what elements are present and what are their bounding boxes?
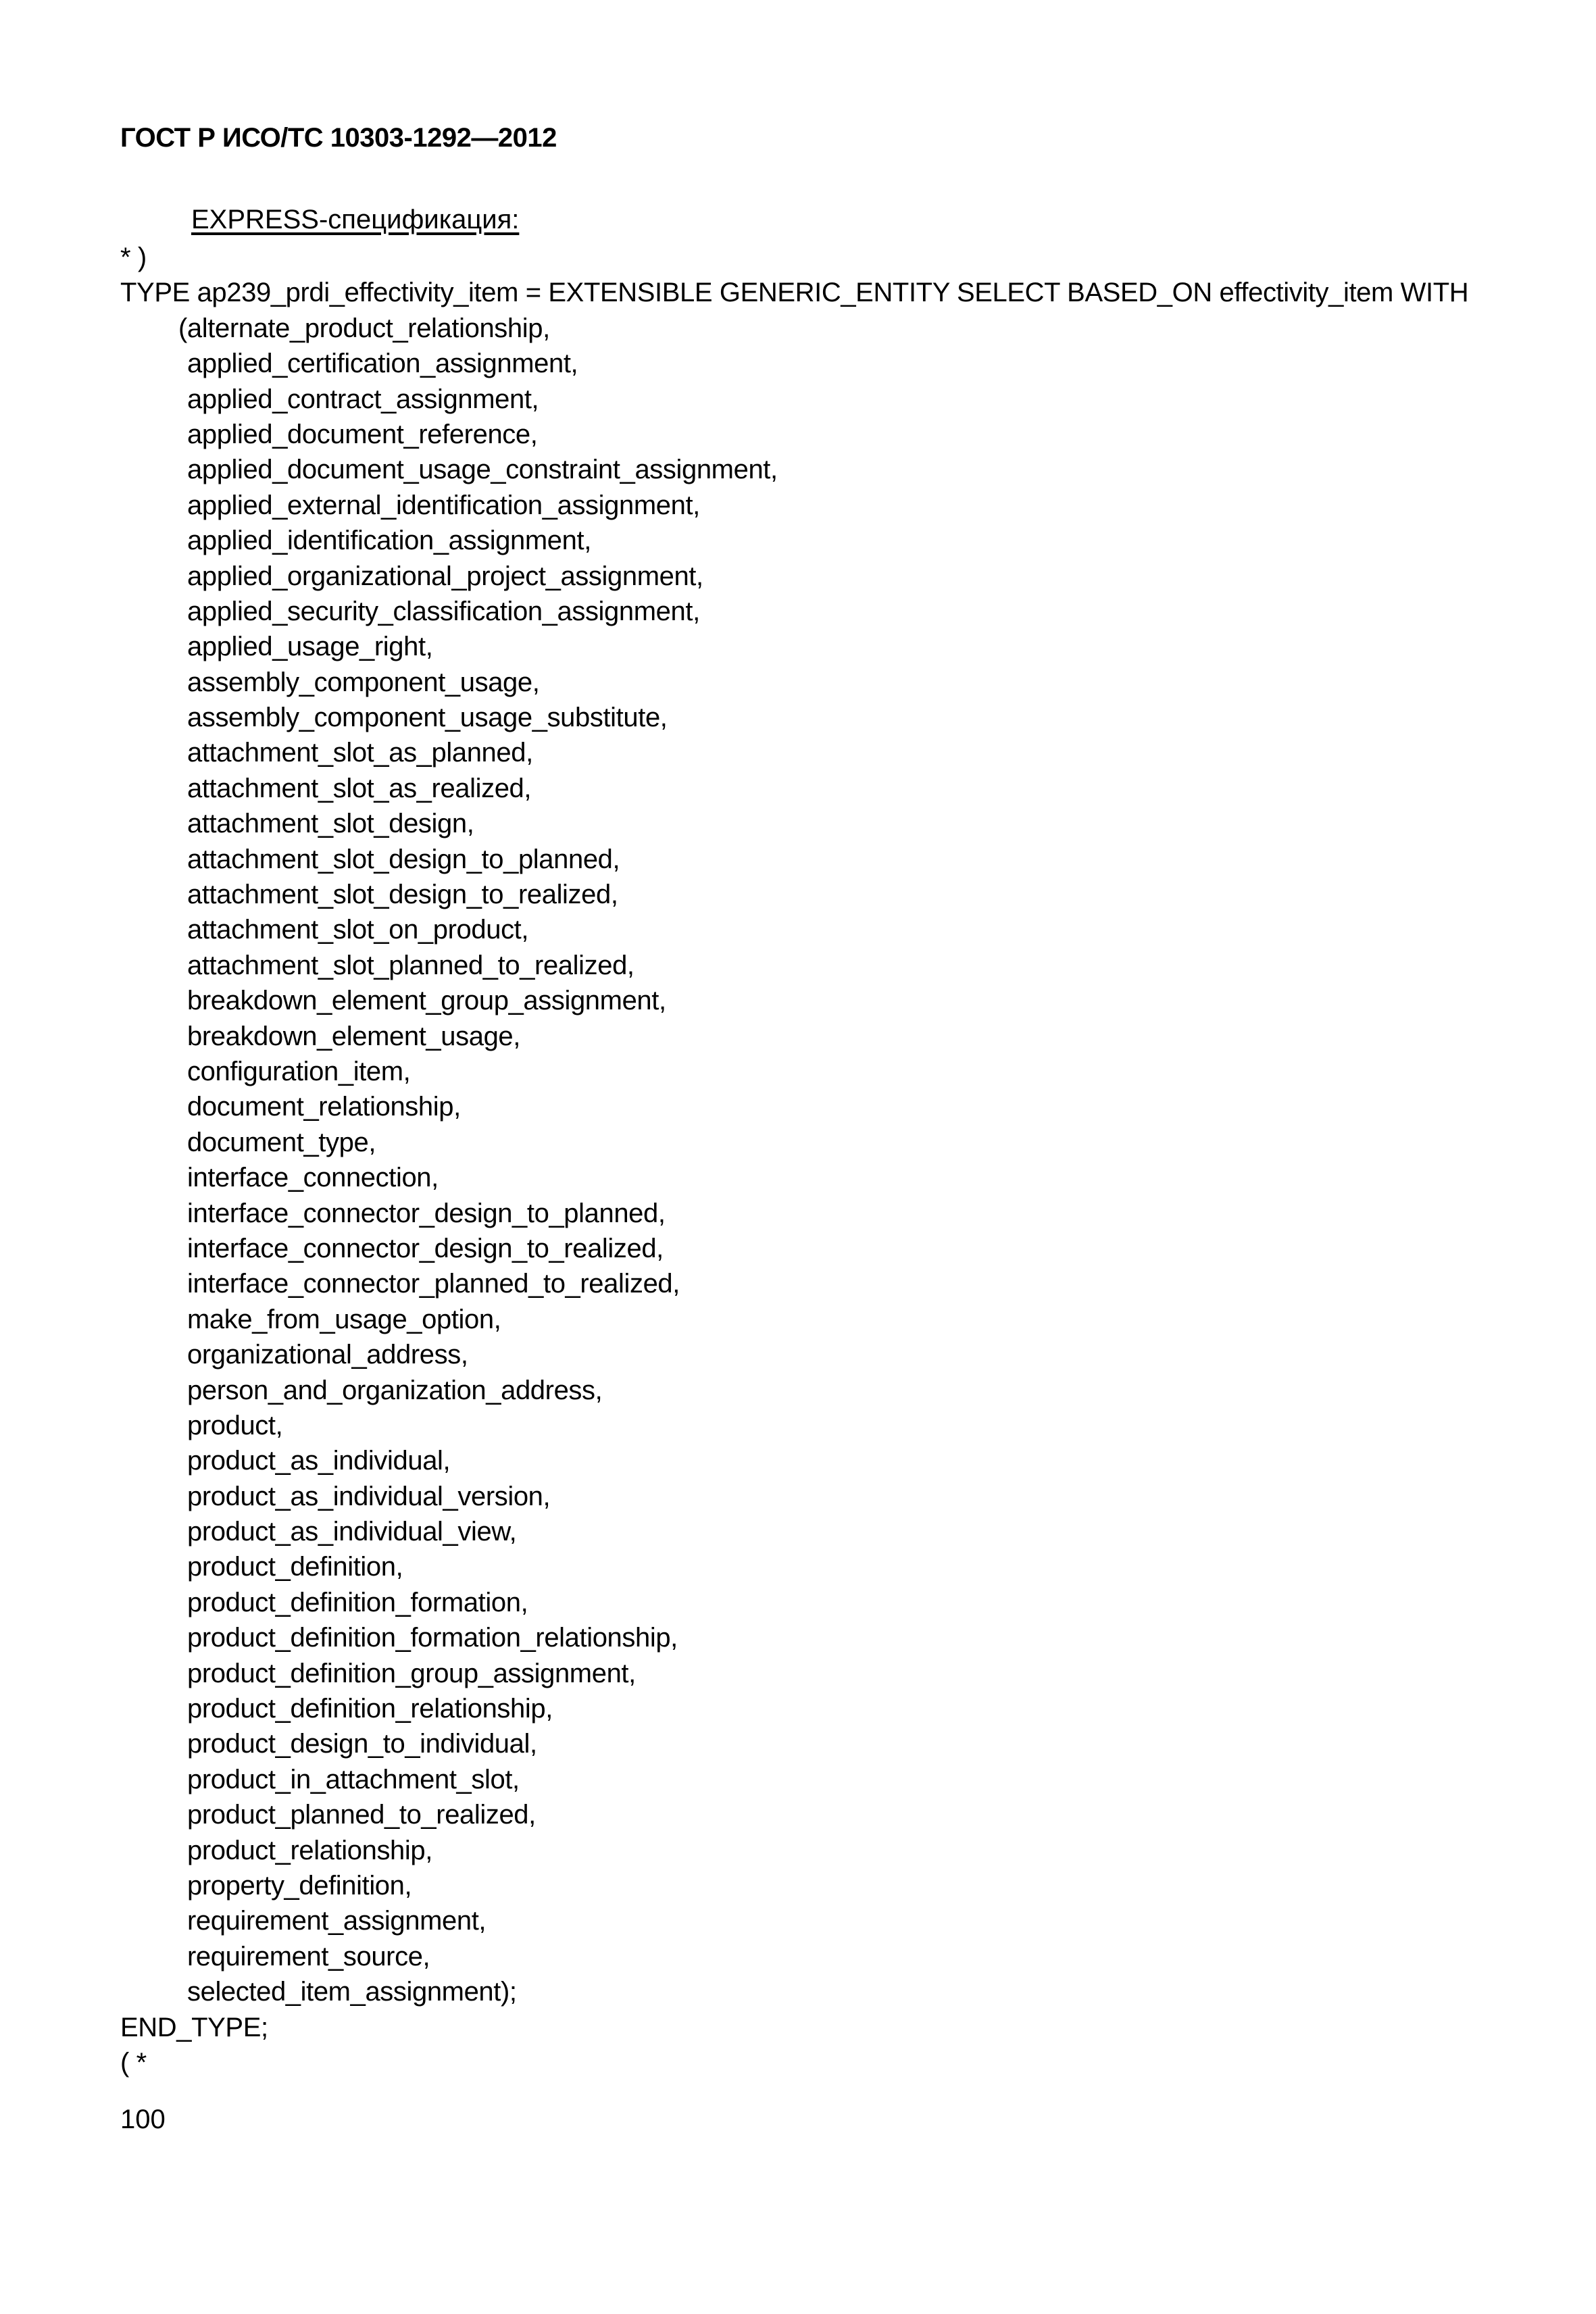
select-item: requirement_source, [187,1941,430,1971]
select-item: product_planned_to_realized, [187,1800,536,1830]
document-header: ГОСТ Р ИСО/ТС 10303-1292—2012 [120,123,557,153]
select-item: applied_document_reference, [187,419,538,449]
select-item: property_definition, [187,1870,412,1901]
select-item: applied_contract_assignment, [187,384,539,414]
select-item: product_design_to_individual, [187,1729,537,1759]
comment-close: * ) [120,243,147,272]
select-item: attachment_slot_on_product, [187,915,529,945]
select-item: product_as_individual_version, [187,1481,551,1511]
express-spec-label: EXPRESS-спецификация: [191,205,520,234]
select-item: breakdown_element_group_assignment, [187,986,666,1016]
end-type: END_TYPE; [120,2012,268,2042]
select-item: attachment_slot_design_to_planned, [187,844,620,874]
select-item: breakdown_element_usage, [187,1021,520,1051]
select-item: organizational_address, [187,1340,468,1370]
page-number: 100 [120,2105,166,2134]
select-item: requirement_assignment, [187,1906,487,1936]
select-item: product, [187,1410,283,1440]
select-item: product_definition_relationship, [187,1694,553,1724]
select-item: applied_usage_right, [187,632,433,662]
select-item: product_definition, [187,1552,403,1582]
select-item: attachment_slot_as_planned, [187,738,533,768]
select-item: applied_organizational_project_assignment, [187,561,703,591]
select-item: applied_certification_assignment, [187,349,578,379]
select-item: product_relationship, [187,1835,432,1865]
select-item: attachment_slot_as_realized, [187,773,532,803]
select-item: product_definition_formation, [187,1587,528,1617]
select-item: interface_connector_planned_to_realized, [187,1269,680,1299]
select-item: selected_item_assignment); [187,1977,517,2007]
select-item: person_and_organization_address, [187,1375,603,1405]
select-item: assembly_component_usage, [187,667,540,697]
select-item: interface_connector_design_to_planned, [187,1198,666,1228]
select-item: product_definition_formation_relationship, [187,1623,678,1653]
select-item: product_definition_group_assignment, [187,1658,636,1688]
select-item: product_as_individual, [187,1446,451,1476]
select-item: applied_security_classification_assignment, [187,596,700,626]
select-item: attachment_slot_design_to_realized, [187,880,618,910]
select-item: applied_external_identification_assignment, [187,490,700,520]
select-item: interface_connector_design_to_realized, [187,1233,664,1263]
select-item: product_in_attachment_slot, [187,1764,520,1794]
select-item: applied_document_usage_constraint_assignment, [187,455,778,485]
select-item: attachment_slot_design, [187,809,474,839]
select-item: product_as_individual_view, [187,1517,517,1547]
express-code-block [120,240,1539,2080]
select-item: attachment_slot_planned_to_realized, [187,950,634,980]
comment-open: ( * [120,2047,147,2078]
select-item: (alternate_product_relationship, [178,313,550,343]
select-item: configuration_item, [187,1056,411,1086]
select-item: document_relationship, [187,1092,461,1122]
type-declaration: TYPE ap239_prdi_effectivity_item = EXTENSIBLE GENERIC_ENTITY SELECT BASED_ON effectivity_item WITH [120,278,1469,308]
select-item: document_type, [187,1127,376,1157]
select-item: make_from_usage_option, [187,1304,501,1334]
select-item-list [120,311,1539,2010]
select-item: applied_identification_assignment, [187,526,591,556]
select-item: assembly_component_usage_substitute, [187,703,668,733]
select-item: interface_connection, [187,1163,439,1193]
